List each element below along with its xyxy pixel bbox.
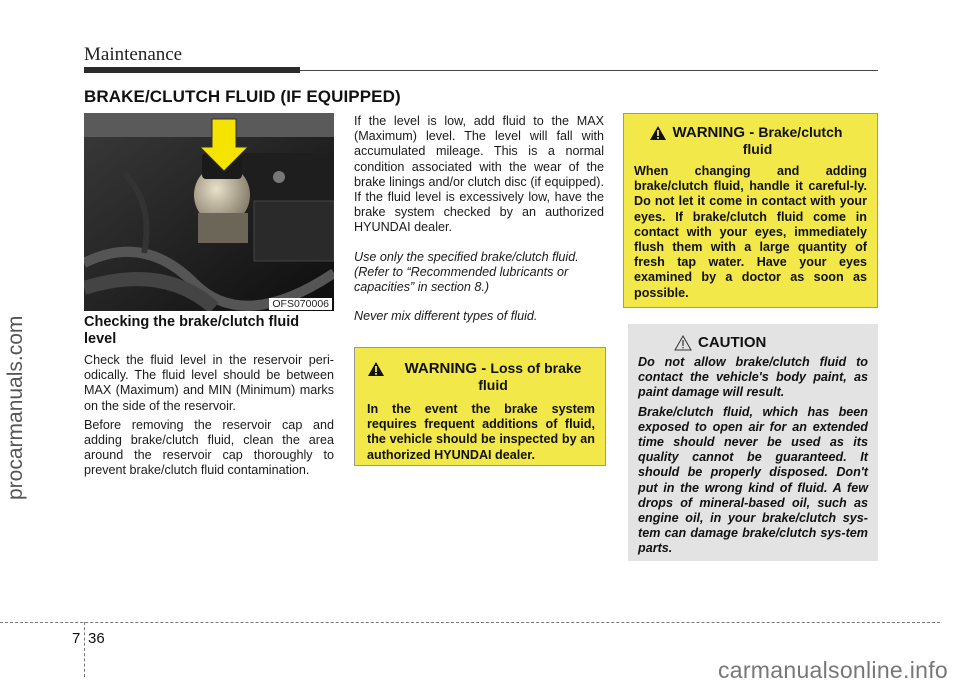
level-para: If the level is low, add fluid to the MAX (Maximum) level. The level will fall with accumulated mileage. This is a normal condition associated with the wear of the brake linings and/or clutch disc (if equipped). If the fluid level is excessively low, have the brake system checked by an authorized HYUNDAI dealer. bbox=[354, 114, 604, 235]
caution-label: CAUTION bbox=[698, 334, 767, 351]
caution-icon bbox=[674, 335, 692, 351]
caution-body-2: Brake/clutch fluid, which has been exposed to open air for an extended time should never be used as its quality cannot be guaranteed. It should be properly disposed. Don't put in the wrong kind of fluid. A few drops of mineral-based oil, such as engine oil, in your brake/clutch sys-tem can damage brake/clutch sys-tem parts. bbox=[638, 404, 868, 556]
warning-fluid-label: WARNING - bbox=[672, 124, 755, 141]
checking-para-2: Before removing the reservoir cap and adding brake/clutch fluid, clean the area around the reservoir cap thoroughly to prevent brake/clutch fluid contamination. bbox=[84, 417, 334, 478]
warning-loss-subject: Loss of brake fluid bbox=[478, 360, 582, 393]
no-mix-note: Never mix different types of fluid. bbox=[354, 309, 538, 324]
caution-header bbox=[638, 334, 868, 351]
warning-fluid-box bbox=[623, 113, 878, 308]
section-title: BRAKE/CLUTCH FLUID (IF EQUIPPED) bbox=[84, 87, 401, 106]
caution-body-1: Do not allow brake/clutch fluid to contact the vehicle's body paint, as paint damage will result. bbox=[638, 355, 868, 400]
checking-section bbox=[84, 314, 334, 483]
warning-fluid-subject: Brake/clutch fluid bbox=[742, 124, 843, 157]
caution-box bbox=[628, 324, 878, 561]
page-number: 36 bbox=[88, 630, 105, 647]
warning-loss-box bbox=[354, 347, 606, 466]
side-watermark: procarmanuals.com bbox=[4, 315, 27, 500]
warning-icon bbox=[367, 361, 385, 377]
engine-bay-illustration bbox=[84, 113, 334, 311]
header-bar bbox=[84, 67, 300, 73]
warning-loss-header bbox=[367, 360, 595, 394]
warning-icon bbox=[649, 125, 667, 141]
warning-loss-body: In the event the brake system requires frequent additions of fluid, the vehicle should be inspected by an authorized HYUNDAI dealer. bbox=[367, 402, 595, 462]
footer-divider bbox=[84, 622, 85, 677]
fluid-spec-note: Use only the specified brake/clutch fluid. (Refer to “Recommended lubricants or capacities” in section 8.) bbox=[354, 249, 579, 295]
engine-bay-photo bbox=[84, 113, 334, 311]
image-code: OFS070006 bbox=[269, 298, 332, 310]
header-rule bbox=[300, 70, 878, 71]
bottom-watermark: carmanualsonline.info bbox=[717, 657, 948, 683]
chapter-number: 7 bbox=[72, 630, 81, 647]
warning-fluid-body: When changing and adding brake/clutch fluid, handle it careful-ly. Do not let it come in contact with your eyes. If brake/clutch fluid come in contact with your eyes, immediately flush them with a large quantity of fresh tap water. Have your eyes examined by a doctor as soon as possible. bbox=[634, 164, 867, 300]
checking-heading: Checking the brake/clutch fluid level bbox=[84, 314, 300, 347]
checking-para-1: Check the fluid level in the reservoir peri-odically. The fluid level should be between MAX (Maximum) and MIN (Minimum) marks on the side of the reservoir. bbox=[84, 353, 334, 413]
warning-fluid-header bbox=[634, 124, 867, 158]
header-section-title: Maintenance bbox=[84, 44, 183, 65]
level-section bbox=[354, 114, 604, 324]
footer-rule bbox=[0, 622, 940, 623]
warning-loss-label: WARNING - bbox=[404, 360, 487, 377]
